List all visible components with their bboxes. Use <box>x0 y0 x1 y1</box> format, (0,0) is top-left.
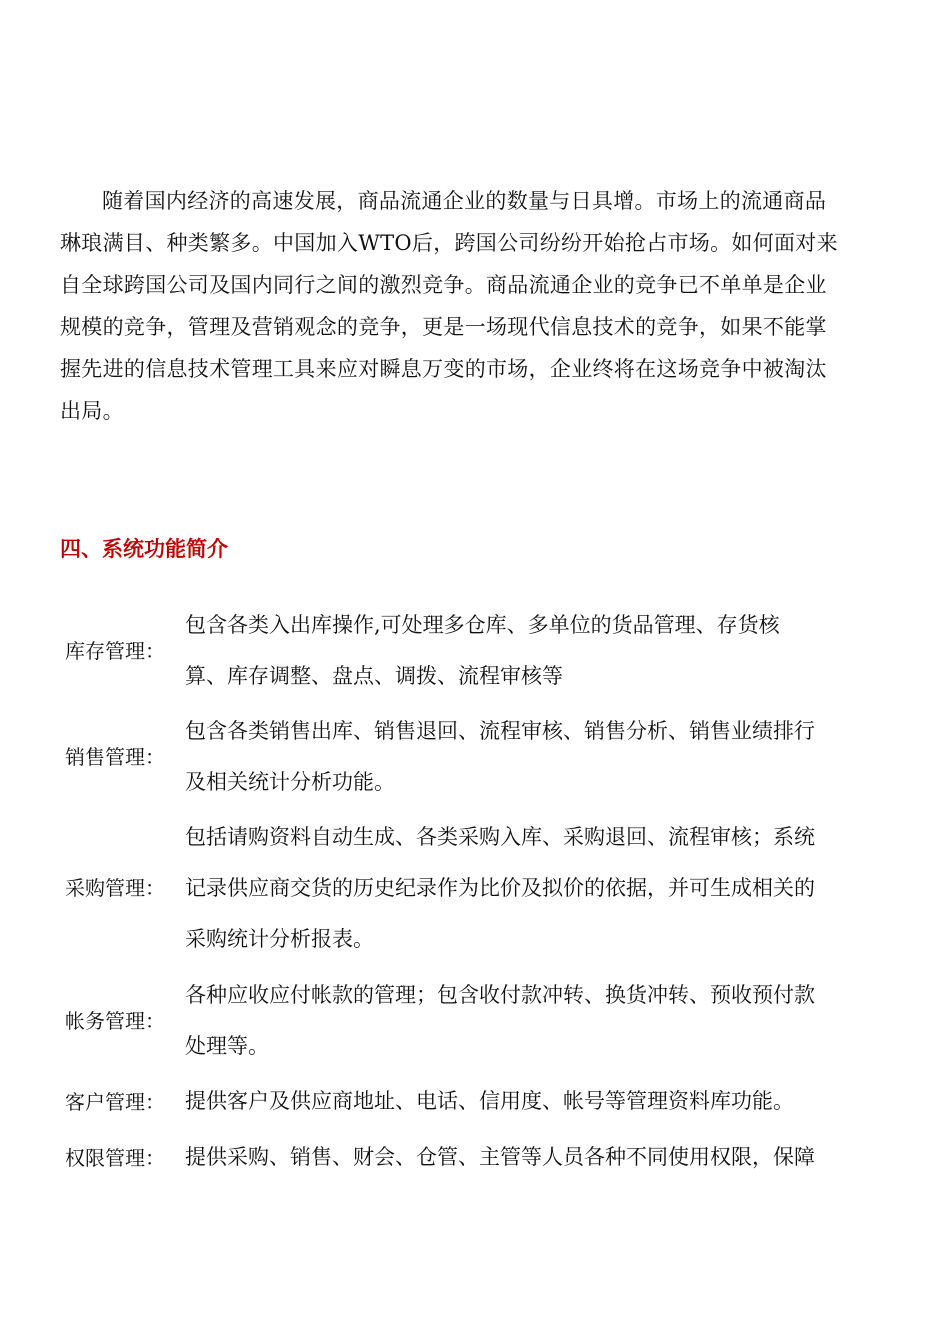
function-description <box>185 1132 865 1183</box>
function-desc-line: 算、库存调整、盘点、调拨、流程审核等 <box>185 664 563 688</box>
function-desc-line: 包括请购资料自动生成、各类采购入库、采购退回、流程审核；系统 <box>185 825 815 849</box>
function-desc-line: 及相关统计分析功能。 <box>185 770 395 794</box>
function-desc-line: 各种应收应付帐款的管理；包含收付款冲转、换货冲转、预收预付款 <box>185 983 815 1007</box>
intro-line: 规模的竞争，管理及营销观念的竞争，更是一场现代信息技术的竞争，如果不能掌 <box>60 315 827 339</box>
function-description <box>185 600 865 702</box>
function-label: 权限管理： <box>65 1146 165 1170</box>
function-label: 客户管理： <box>65 1090 165 1114</box>
function-label: 销售管理： <box>65 745 165 769</box>
function-desc-line: 包含各类入出库操作,可处理多仓库、多单位的货品管理、存货核 <box>185 613 780 637</box>
function-description <box>185 812 865 965</box>
function-description <box>185 706 865 808</box>
intro-line: 自全球跨国公司及国内同行之间的激烈竞争。商品流通企业的竞争已不单单是企业 <box>60 273 827 297</box>
function-desc-line: 提供采购、销售、财会、仓管、主管等人员各种不同使用权限，保障 <box>185 1145 815 1169</box>
function-desc-line: 记录供应商交货的历史纪录作为比价及拟价的依据，并可生成相关的 <box>185 876 815 900</box>
function-label: 帐务管理： <box>65 1009 165 1033</box>
intro-line: 握先进的信息技术管理工具来应对瞬息万变的市场，企业终将在这场竞争中被淘汰 <box>60 357 827 381</box>
intro-line: 琳琅满目、种类繁多。中国加入WTO后，跨国公司纷纷开始抢占市场。如何面对来 <box>60 231 838 255</box>
intro-line: 随着国内经济的高速发展，商品流通企业的数量与日具增。市场上的流通商品 <box>102 189 827 213</box>
function-label: 采购管理： <box>65 876 165 900</box>
function-desc-line: 提供客户及供应商地址、电话、信用度、帐号等管理资料库功能。 <box>185 1089 794 1113</box>
intro-paragraph <box>60 180 860 432</box>
function-description <box>185 1076 865 1127</box>
intro-line: 出局。 <box>60 399 124 423</box>
function-desc-line: 采购统计分析报表。 <box>185 927 374 951</box>
function-label: 库存管理： <box>65 639 165 663</box>
function-desc-line: 处理等。 <box>185 1034 269 1058</box>
function-desc-line: 包含各类销售出库、销售退回、流程审核、销售分析、销售业绩排行 <box>185 719 815 743</box>
function-description <box>185 970 865 1072</box>
section-heading: 四、系统功能简介 <box>60 537 228 561</box>
